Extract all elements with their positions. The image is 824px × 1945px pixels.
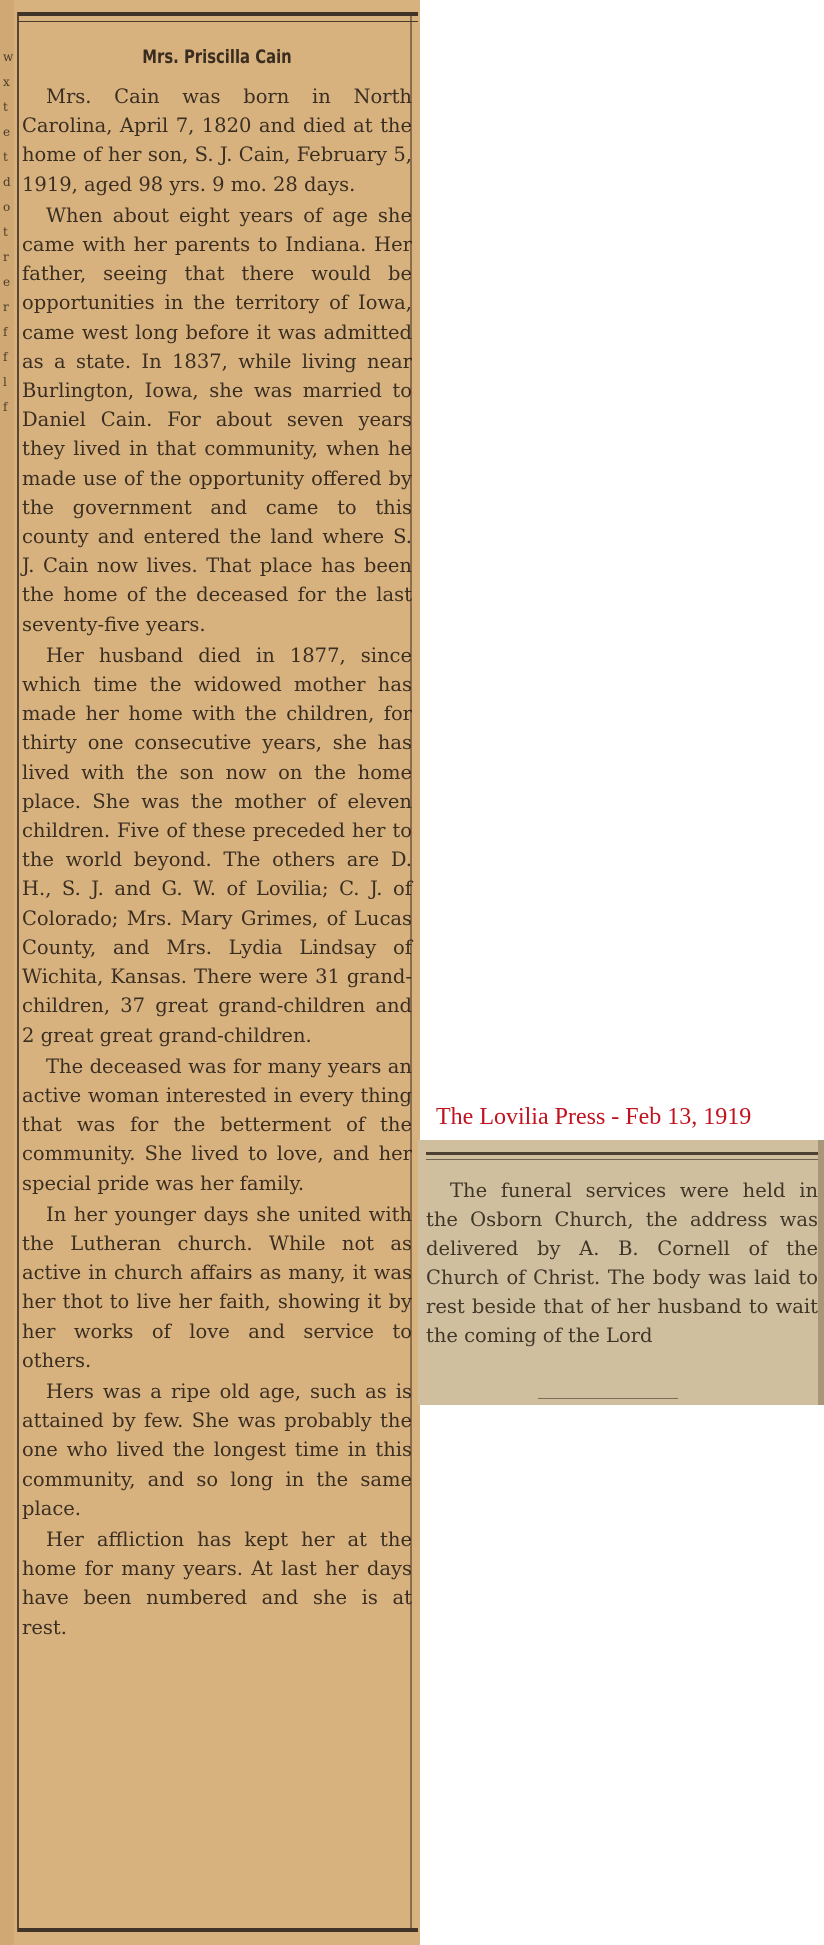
obituary-paragraph: In her younger days she united with the Lutheran church. While not as active in church affairs as many, it was her thot to live her faith, showing it by her works of love and service to others. — [22, 1202, 412, 1372]
continuation-bottom-rule — [538, 1398, 678, 1399]
obituary-paragraph: Mrs. Cain was born in North Carolina, April 7, 1820 and died at the home of her son, S. J. Cain, February 5, 1919, aged 98 yrs. 9 mo. 28 days. — [22, 85, 412, 196]
edge-fragment: e — [3, 125, 11, 139]
continuation-clipping — [418, 1140, 824, 1405]
edge-fragment: e — [3, 275, 11, 289]
source-caption: The Lovilia Press - Feb 13, 1919 — [436, 1104, 752, 1130]
obituary-paragraph: Her affliction has kept her at the home for many years. At last her days have been numbered and she is at rest. — [22, 1527, 412, 1639]
continuation-body — [426, 1176, 818, 1350]
adjacent-column-edge — [0, 0, 14, 1945]
column-rule-left — [17, 12, 19, 1932]
top-rule — [18, 12, 418, 16]
edge-fragment: w — [3, 50, 14, 64]
edge-fragment: t — [3, 225, 8, 239]
edge-fragment: l — [3, 375, 7, 389]
edge-fragment: t — [3, 150, 8, 164]
clipping-edge — [818, 1140, 824, 1405]
obituary-paragraph: Her husband died in 1877, since which time the widowed mother has made her home with the children, for thirty one consecutive years, she has lived with the son now on the home place. She was the mother of eleven children. Five of these preceded her to the world beyond. The others are D. H., S. J. and G. W. of Lovilia; C. J. of Colorado; Mrs. Mary Grimes, of Lucas County, and Mrs. Lydia Lindsay of Wichita, Kansas. There were 31 grand-children, 37 great grand-children and 2 great great grand-children. — [22, 643, 412, 1047]
top-rule-thin — [18, 21, 418, 22]
bottom-rule — [18, 1928, 418, 1932]
edge-fragment: f — [3, 350, 8, 364]
edge-fragment: f — [3, 325, 8, 339]
obituary-paragraph: The deceased was for many years an active woman interested in every thing that was for the betterment of the community. She lived to love, and her special pride was her family. — [22, 1054, 412, 1195]
edge-fragment: r — [3, 250, 9, 264]
edge-fragment: f — [3, 400, 8, 414]
continuation-top-rule — [426, 1152, 818, 1155]
obituary-paragraph: When about eight years of age she came with her parents to Indiana. Her father, seeing that there would be opportunities in the territory of Iowa, came west long before it was admitted as a state. In 1837, while living near Burlington, Iowa, she was married to Daniel Cain. For about seven years they lived in that community, when he made use of the opportunity offered by the government and came to this county and entered the land where S. J. Cain now lives. That place has been the home of the deceased for the last seventy-five years. — [22, 203, 412, 636]
edge-fragment: o — [3, 200, 11, 214]
edge-fragment: d — [3, 175, 11, 189]
edge-fragment: x — [3, 75, 10, 89]
obituary-paragraph: Hers was a ripe old age, such as is attained by few. She was probably the one who lived the longest time in this community, and so long in the same place. — [22, 1379, 412, 1520]
continuation-paragraph: The funeral services were held in the Osborn Church, the address was delivered by A. B. Cornell of the Church of Christ. The body was laid to rest beside that of her husband to wait the coming of the Lord — [426, 1179, 818, 1347]
continuation-top-rule-thin — [426, 1159, 818, 1160]
obituary-title: Mrs. Priscilla Cain — [142, 46, 292, 68]
edge-fragment: r — [3, 300, 9, 314]
edge-fragment: t — [3, 100, 8, 114]
obituary-body — [22, 82, 412, 1644]
